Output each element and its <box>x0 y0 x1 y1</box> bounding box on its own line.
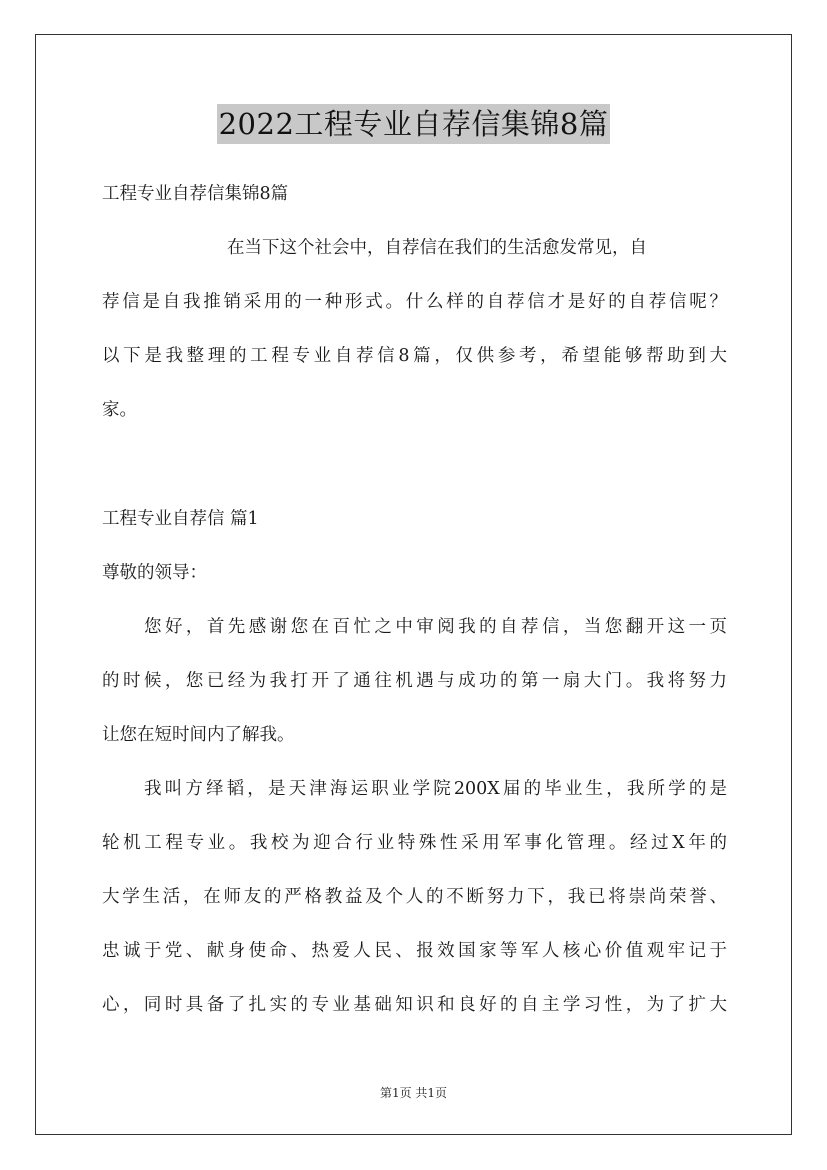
intro-line-2: 荐信是自我推销采用的一种形式。什么样的自荐信才是好的自荐信呢？ <box>102 292 727 312</box>
para1-line-3: 让您在短时间内了解我。 <box>102 725 295 745</box>
para1-line-1: 您好，首先感谢您在百忙之中审阅我的自荐信，当您翻开这一页 <box>144 617 727 637</box>
para2-line-1: 我叫方绎韬，是天津海运职业学院200X届的毕业生，我所学的是 <box>144 779 727 799</box>
para2-line-5: 心，同时具备了扎实的专业基础知识和良好的自主学习性，为了扩大 <box>102 995 727 1015</box>
page-number-footer: 第1页 共1页 <box>379 1086 448 1100</box>
para1-line-2: 的时候，您已经为我打开了通往机遇与成功的第一扇大门。我将努力 <box>102 671 727 691</box>
para2-line-4: 忠诚于党、献身使命、热爱人民、报效国家等军人核心价值观牢记于 <box>102 941 727 961</box>
intro-line-1: 在当下这个社会中，自荐信在我们的生活愈发常见，自 <box>227 238 647 258</box>
section-heading: 工程专业自荐信 篇1 <box>102 509 259 529</box>
intro-line-4: 家。 <box>102 400 137 420</box>
para2-line-3: 大学生活，在师友的严格教益及个人的不断努力下，我已将崇尚荣誉、 <box>102 887 727 907</box>
document-title: 2022工程专业自荐信集锦8篇 <box>217 104 611 144</box>
document-subtitle: 工程专业自荐信集锦8篇 <box>102 184 289 204</box>
title-container <box>0 104 827 144</box>
salutation: 尊敬的领导： <box>102 563 207 583</box>
para2-line-2: 轮机工程专业。我校为迎合行业特殊性采用军事化管理。经过X年的 <box>102 833 727 853</box>
intro-line-3: 以下是我整理的工程专业自荐信8篇，仅供参考，希望能够帮助到大 <box>102 346 727 366</box>
